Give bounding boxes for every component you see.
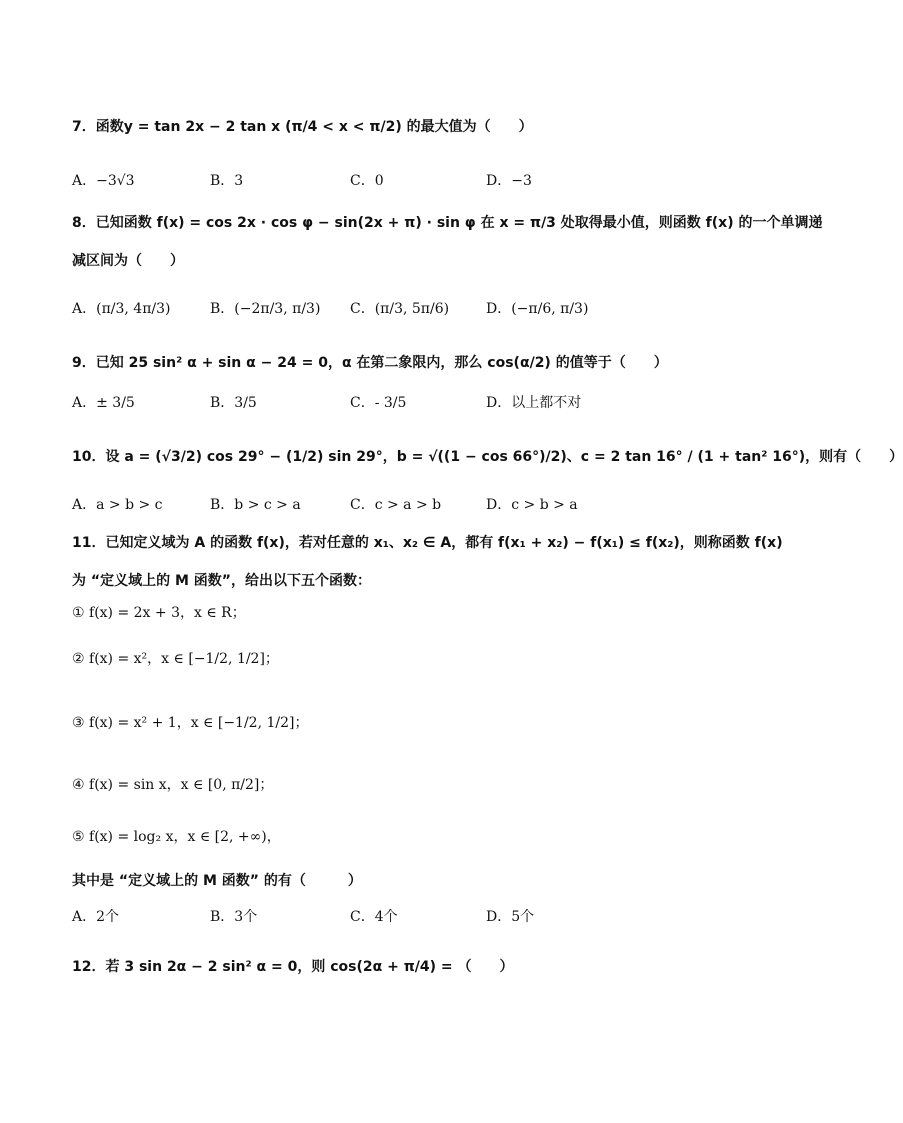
question-8-line-2: 减区间为（ ）: [72, 253, 184, 269]
item-mark-3: ③: [72, 715, 85, 731]
q11-item-1: [72, 602, 246, 622]
q11-option-c: C．4个: [350, 909, 398, 925]
q11-item-3: [72, 712, 308, 732]
q10-option-a: A．a > b > c: [72, 497, 163, 513]
q11-item-4-text: f(x) = sin x，x ∈ [0, π/2]；: [89, 777, 274, 793]
question-9-options: [72, 392, 732, 416]
question-11-line-1: 11．已知定义域为 A 的函数 f(x)，若对任意的 x₁、x₂ ∈ A，都有 f(x₁ + x₂) − f(x₁) ≤ f(x₂)，则称函数 f(x): [72, 535, 783, 551]
q7-option-c: C．0: [350, 173, 384, 189]
q9-option-a: A．± 3/5: [72, 395, 135, 411]
item-mark-1: ①: [72, 605, 85, 621]
question-10: 10．设 a = (√3/2) cos 29° − (1/2) sin 29°，b = √((1 − cos 66°)/2)、c = 2 tan 16° / (1 + tan² 16°)，则有（ ）: [72, 449, 903, 465]
question-11-line-2: 为 “定义域上的 M 函数”，给出以下五个函数：: [72, 573, 371, 589]
q8-option-c: C．(π/3, 5π/6): [350, 301, 450, 317]
question-9: 9．已知 25 sin² α + sin α − 24 = 0，α 在第二象限内，那么 cos(α/2) 的值等于（ ）: [72, 355, 668, 371]
q10-option-b: B．b > c > a: [210, 497, 301, 513]
item-mark-4: ④: [72, 777, 85, 793]
q10-option-c: C．c > a > b: [350, 497, 442, 513]
q7-option-b: B．3: [210, 173, 244, 189]
q9-option-b: B．3/5: [210, 395, 257, 411]
q11-item-4: [72, 774, 273, 794]
item-mark-2: ②: [72, 651, 85, 667]
question-8-line-1: 8．已知函数 f(x) = cos 2x · cos φ − sin(2x + π) · sin φ 在 x = π/3 处取得最小值，则函数 f(x) 的一个单调递: [72, 215, 823, 231]
q11-option-d: D．5个: [486, 909, 535, 925]
q11-item-5: [72, 826, 281, 846]
question-11-conclusion: 其中是 “定义域上的 M 函数” 的有（ ）: [72, 873, 362, 889]
question-10-options: [72, 494, 732, 518]
question-7: 7．函数y = tan 2x − 2 tan x (π/4 < x < π/2) 的最大值为（ ）: [72, 119, 533, 135]
question-7-options: [72, 170, 732, 194]
question-12: 12．若 3 sin 2α − 2 sin² α = 0，则 cos(2α + π/4) = （ ）: [72, 959, 514, 975]
q8-option-a: A．(π/3, 4π/3): [72, 301, 171, 317]
q11-option-b: B．3个: [210, 909, 258, 925]
q11-item-3-text: f(x) = x² + 1，x ∈ [−1/2, 1/2]；: [89, 715, 309, 731]
item-mark-5: ⑤: [72, 829, 85, 845]
question-11-options: [72, 906, 732, 930]
q7-option-a: A．−3√3: [72, 173, 135, 189]
q7-option-d: D．−3: [486, 173, 532, 189]
question-8-options: [72, 298, 732, 322]
q8-option-b: B．(−2π/3, π/3): [210, 301, 321, 317]
q11-item-5-text: f(x) = log₂ x，x ∈ [2, +∞)，: [89, 829, 281, 845]
q9-option-d: D．以上都不对: [486, 395, 582, 411]
q11-item-2: [72, 648, 279, 668]
q11-option-a: A．2个: [72, 909, 120, 925]
q10-option-d: D．c > b > a: [486, 497, 578, 513]
q8-option-d: D．(−π/6, π/3): [486, 301, 589, 317]
q9-option-c: C．- 3/5: [350, 395, 407, 411]
q11-item-1-text: f(x) = 2x + 3，x ∈ R；: [89, 605, 246, 621]
q11-item-2-text: f(x) = x²，x ∈ [−1/2, 1/2]；: [89, 651, 279, 667]
